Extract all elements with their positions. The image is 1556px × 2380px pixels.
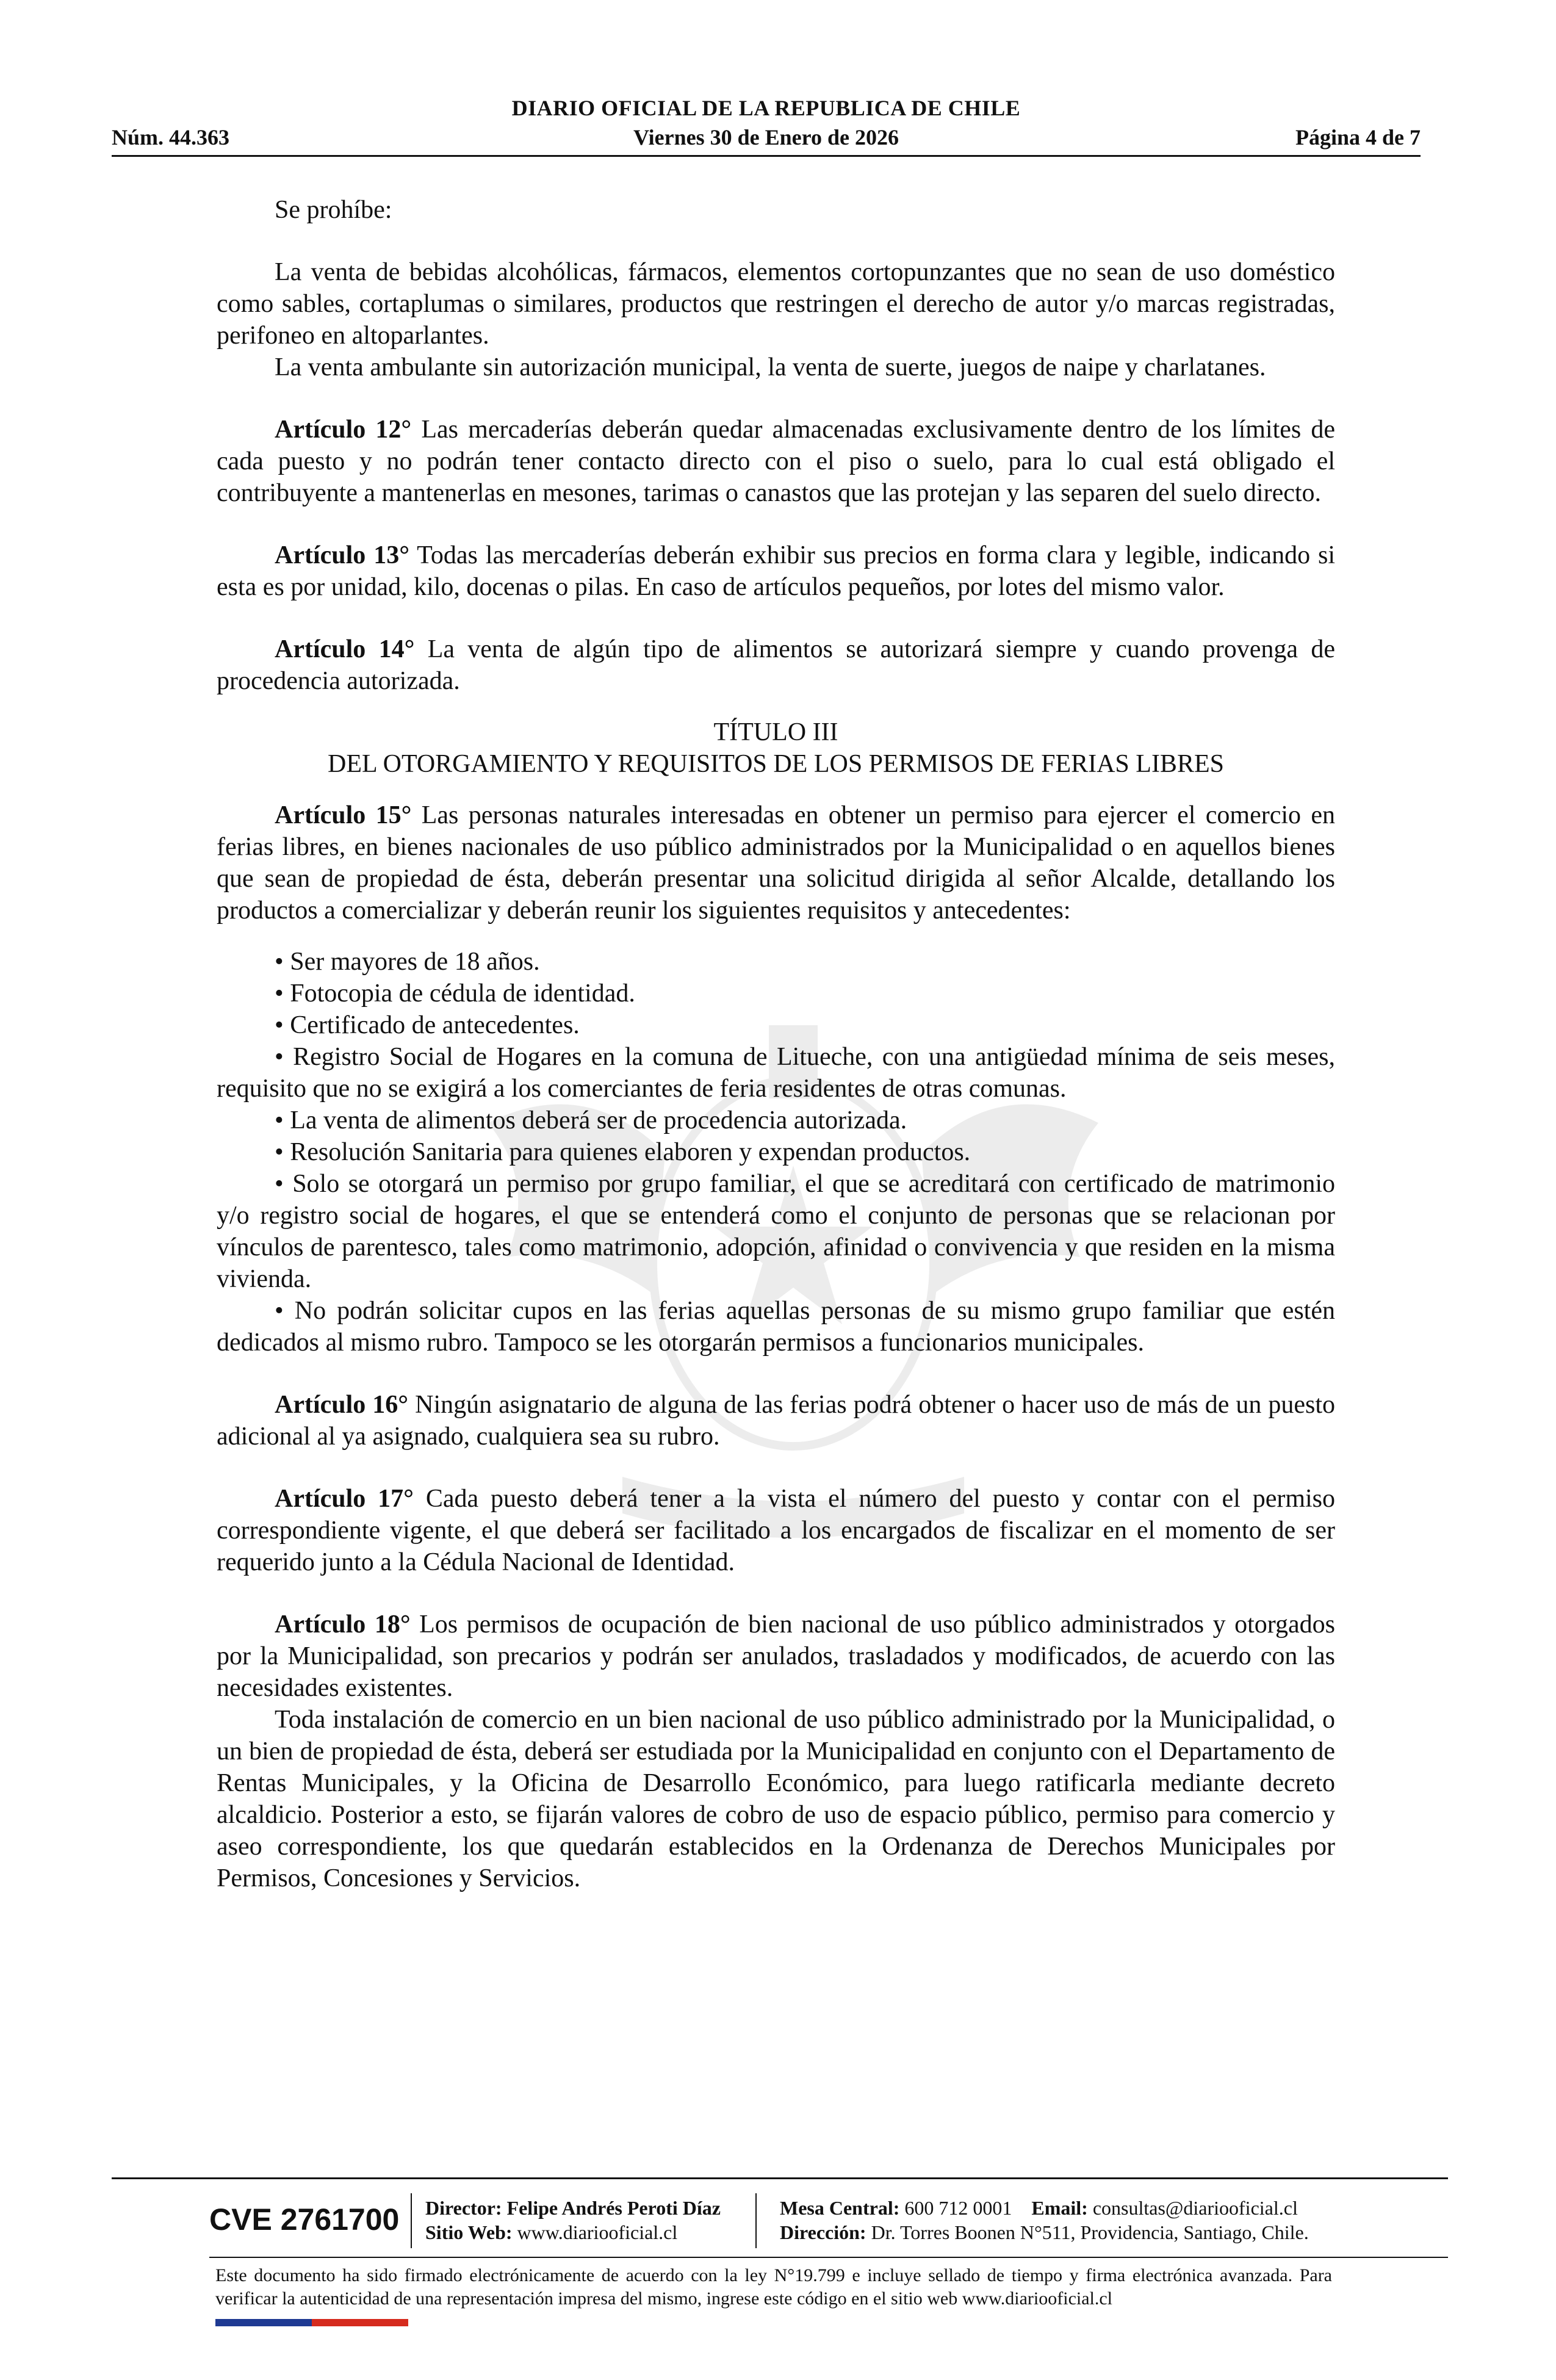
mesa-label: Mesa Central: — [780, 2197, 900, 2219]
prohibe-heading: Se prohíbe: — [275, 196, 392, 224]
article-15-text: Las personas naturales interesadas en obtener un permiso para ejercer el comercio en ferias libres, en bienes nacionales de uso público administrados por la Municipalidad o en aquellos bienes que sean de propiedad de ésta, deberán presentar una solicitud dirigida al señor Alcalde, detallando los productos a comercializar y deberán reunir los siguientes requisitos y antecedentes: — [217, 801, 1336, 925]
article-15-label: Artículo 15° — [275, 801, 412, 829]
article-17 — [217, 1483, 1335, 1578]
footer-divider — [112, 2177, 1448, 2179]
page-header — [112, 93, 1421, 160]
article-18-paragraph-2: Toda instalación de comercio en un bien nacional de uso público administrado por la Municipalidad, o un bien de propiedad de ésta, deberá ser estudiada por la Municipalidad en conjunto con el Departamento de Rentas Municipales, y la Oficina de Desarrollo Económico, para luego ratificarla mediante decreto alcaldicio. Posterior a esto, se fijarán valores de cobro de uso de espacio público, permiso para comercio y aseo correspondiente, los que quedarán establecidos en la Ordenanza de Derechos Municipales por Permisos, Concesiones y Servicios. — [217, 1706, 1335, 1892]
requirement-item: • Certificado de antecedentes. — [275, 1011, 580, 1039]
prohibe-paragraph-1: La venta de bebidas alcohólicas, fármacos, elementos cortopunzantes que no sean de uso doméstico como sables, cortaplumas o similares, productos que restringen el derecho de autor y/o marcas registradas, perifoneo en altoparlantes. — [217, 258, 1335, 350]
article-18-text: Los permisos de ocupación de bien nacional de uso público administrados y otorgados por la Municipalidad, son precarios y podrán ser anulados, trasladados y modificados, de acuerdo con las necesidades existentes. — [217, 1610, 1336, 1702]
cve-code: CVE 2761700 — [209, 2202, 400, 2237]
article-17-label: Artículo 17° — [275, 1485, 414, 1513]
footer-separator — [411, 2193, 412, 2248]
address-label: Dirección: — [780, 2221, 866, 2243]
article-13-label: Artículo 13° — [275, 541, 410, 569]
article-15 — [217, 799, 1335, 926]
newspaper-title: DIARIO OFICIAL DE LA REPUBLICA DE CHILE — [511, 96, 1021, 120]
flag-segment — [360, 2319, 408, 2326]
flag-color-bar — [215, 2319, 408, 2326]
requirement-item: • Solo se otorgará un permiso por grupo familiar, el que se acreditará con certificado de matrimonio y/o registro social de hogares, el que se entenderá como el conjunto de personas que se relacionan por vínculos de parentesco, tales como matrimonio, adopción, afinidad o convivencia y que residen en la misma vivienda. — [217, 1170, 1335, 1293]
issue-date: Viernes 30 de Enero de 2026 — [633, 125, 899, 150]
prohibe-paragraph-2: La venta ambulante sin autorización municipal, la venta de suerte, juegos de naipe y charlatanes. — [275, 353, 1266, 381]
article-12 — [217, 414, 1335, 509]
requirement-item: • Fotocopia de cédula de identidad. — [275, 979, 635, 1008]
director-label: Director: — [425, 2197, 502, 2219]
site-link[interactable]: www.diariooficial.cl — [517, 2221, 678, 2243]
article-16-text: Ningún asignatario de alguna de las ferias podrá obtener o hacer uso de más de un puesto adicional al ya asignado, cualquiera sea su rubro. — [217, 1391, 1336, 1451]
article-14 — [217, 633, 1335, 697]
section-title-name: DEL OTORGAMIENTO Y REQUISITOS DE LOS PERMISOS DE FERIAS LIBRES — [328, 750, 1224, 778]
requirement-item: • Registro Social de Hogares en la comuna de Litueche, con una antigüedad mínima de seis meses, requisito que no se exigirá a los comerciantes de feria residentes de otras comunas. — [217, 1043, 1335, 1103]
footer-divider-inner — [209, 2257, 1448, 2258]
legal-notice: Este documento ha sido firmado electrónicamente de acuerdo con la ley N°19.799 e incluye sellado de tiempo y firma electrónica avanzada. Para verificar la autenticidad de una representación impresa del mismo, ingrese este código en el sitio web www.diariooficial.cl — [215, 2265, 1332, 2309]
email-link[interactable]: consultas@diariooficial.cl — [1092, 2197, 1298, 2219]
flag-segment — [215, 2319, 264, 2326]
email-label: Email: — [1031, 2197, 1088, 2219]
address-value: Dr. Torres Boonen N°511, Providencia, Santiago, Chile. — [871, 2221, 1309, 2243]
issue-number: Núm. 44.363 — [112, 125, 230, 150]
article-18 — [217, 1609, 1335, 1704]
mesa-value: 600 712 0001 — [904, 2197, 1012, 2219]
article-18-label: Artículo 18° — [275, 1610, 411, 1639]
article-16-label: Artículo 16° — [275, 1391, 409, 1419]
article-14-text: La venta de algún tipo de alimentos se autorizará siempre y cuando provenga de procedencia autorizada. — [217, 635, 1336, 695]
page-indicator: Página 4 de 7 — [1295, 125, 1421, 150]
requirement-item: • La venta de alimentos deberá ser de procedencia autorizada. — [275, 1106, 907, 1134]
footer-separator — [755, 2193, 757, 2248]
document-body — [217, 194, 1335, 1894]
flag-segment — [264, 2319, 312, 2326]
article-12-label: Artículo 12° — [275, 416, 412, 444]
section-title-number: TÍTULO III — [713, 718, 838, 746]
article-17-text: Cada puesto deberá tener a la vista el número del puesto y contar con el permiso correspondiente vigente, el que deberá ser facilitado a los encargados de fiscalizar en el momento de ser requerido junto a la Cédula Nacional de Identidad. — [217, 1485, 1336, 1576]
article-12-text: Las mercaderías deberán quedar almacenadas exclusivamente dentro de los límites de cada puesto y no podrán tener contacto directo con el piso o suelo, para lo cual está obligado el contribuyente a mantenerlas en mesones, tarimas o canastos que las protejan y las separen del suelo directo. — [217, 416, 1336, 507]
article-16 — [217, 1389, 1335, 1452]
site-label: Sitio Web: — [425, 2221, 513, 2243]
footer-contact-block — [780, 2196, 1309, 2245]
requirement-item: • Resolución Sanitaria para quienes elaboren y expendan productos. — [275, 1138, 971, 1166]
article-13-text: Todas las mercaderías deberán exhibir sus precios en forma clara y legible, indicando si esta es por unidad, kilo, docenas o pilas. En caso de artículos pequeños, por lotes del mismo valor. — [217, 541, 1336, 601]
article-14-label: Artículo 14° — [275, 635, 415, 663]
flag-segment — [312, 2319, 360, 2326]
requirement-item: • No podrán solicitar cupos en las ferias aquellas personas de su mismo grupo familiar que estén dedicados al mismo rubro. Tampoco se les otorgarán permisos a funcionarios municipales. — [217, 1297, 1335, 1357]
footer-director-block — [425, 2196, 721, 2245]
header-divider — [112, 155, 1421, 157]
article-13 — [217, 539, 1335, 603]
requirement-item: • Ser mayores de 18 años. — [275, 948, 540, 976]
director-name: Felipe Andrés Peroti Díaz — [506, 2197, 721, 2219]
